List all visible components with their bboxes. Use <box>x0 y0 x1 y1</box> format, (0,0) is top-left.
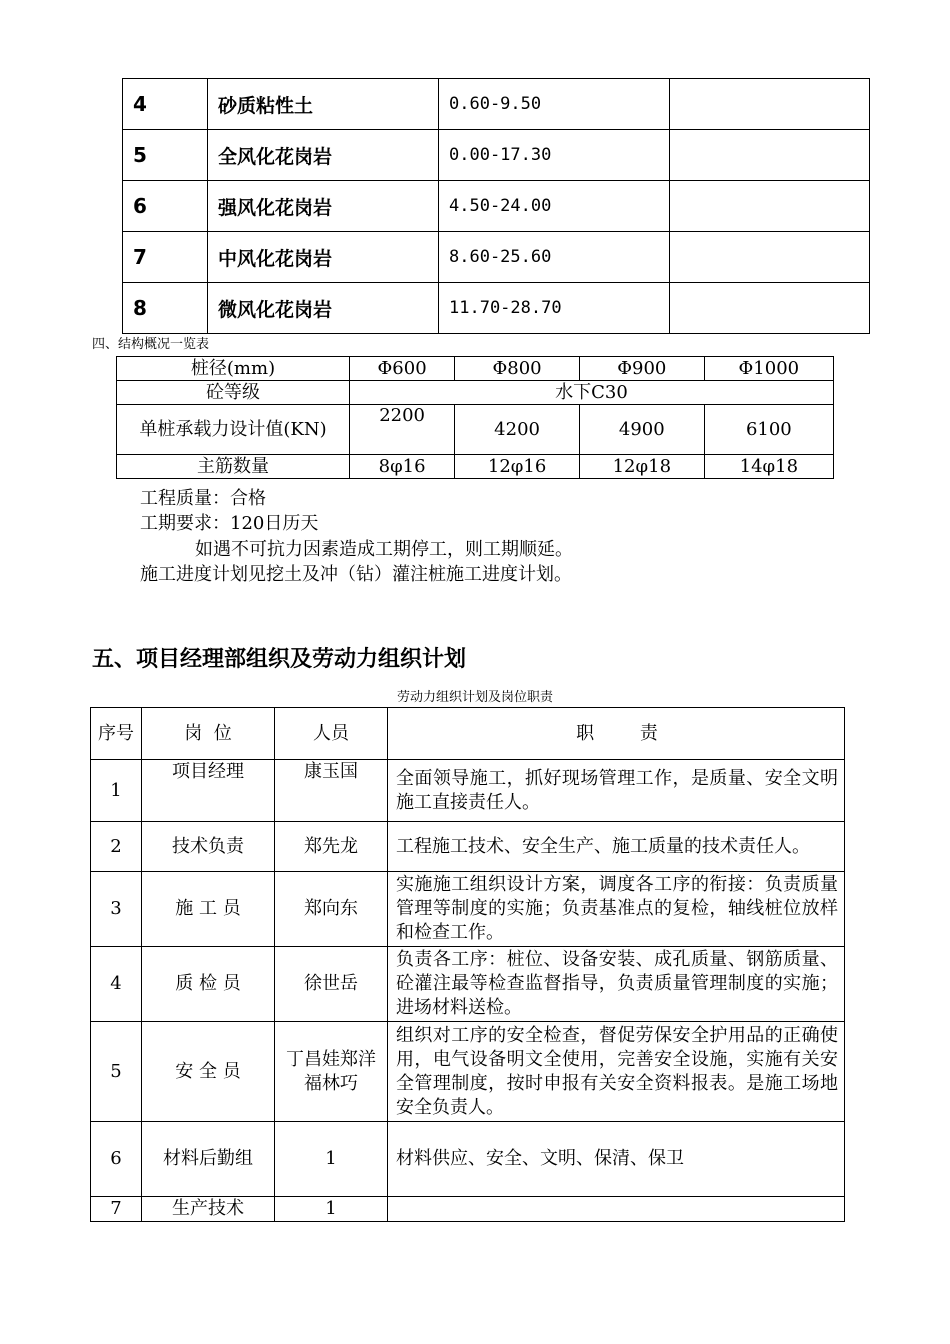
row-position: 生产技术 <box>142 1197 275 1222</box>
section-heading: 五、项目经理部组织及劳动力组织计划 <box>92 647 467 672</box>
row-duty <box>388 1197 845 1222</box>
rebar-cell: 12φ16 <box>455 455 580 479</box>
soil-depth: 0.00-17.30 <box>439 130 670 181</box>
row-people: 丁昌娃郑洋福林巧 <box>275 1022 388 1122</box>
force-majeure-text: 如遇不可抗力因素造成工期停工，则工期顺延。 <box>195 539 573 560</box>
row-position: 施 工 员 <box>142 872 275 947</box>
diameter-label: 桩径(mm) <box>117 357 350 381</box>
capacity-label: 单桩承载力设计值(KN) <box>117 405 350 455</box>
capacity-cell: 4200 <box>455 405 580 455</box>
diameter-cell: Φ800 <box>455 357 580 381</box>
soil-name: 中风化花岗岩 <box>208 232 439 283</box>
row-no: 2 <box>91 822 142 872</box>
soil-note <box>670 130 870 181</box>
soil-no: 4 <box>123 79 208 130</box>
soil-name: 强风化花岗岩 <box>208 181 439 232</box>
structure-table-caption: 四、结构概况一览表 <box>92 337 210 352</box>
table-row <box>91 822 845 872</box>
staff-duty-table <box>90 707 845 1222</box>
soil-note <box>670 283 870 334</box>
soil-name: 微风化花岗岩 <box>208 283 439 334</box>
row-duty: 全面领导施工，抓好现场管理工作，是质量、安全文明施工直接责任人。 <box>388 760 845 822</box>
row-no: 4 <box>91 947 142 1022</box>
table-row <box>123 283 870 334</box>
header-position: 岗 位 <box>142 708 275 760</box>
table-row <box>117 455 834 479</box>
capacity-cell: 6100 <box>704 405 833 455</box>
header-duty: 职 责 <box>388 708 845 760</box>
soil-depth: 0.60-9.50 <box>439 79 670 130</box>
concrete-value: 水下C30 <box>350 381 834 405</box>
table-row <box>91 760 845 822</box>
staff-table-caption: 劳动力组织计划及岗位职责 <box>396 690 553 705</box>
rebar-cell: 12φ18 <box>579 455 704 479</box>
row-duty: 负责各工序：桩位、设备安装、成孔质量、钢筋质量、砼灌注最等检查监督指导，负责质量管理制度的实施；进场材料送检。 <box>388 947 845 1022</box>
soil-depth: 11.70-28.70 <box>439 283 670 334</box>
row-position: 材料后勤组 <box>142 1122 275 1197</box>
duration-text: 工期要求：120日历天 <box>140 513 319 534</box>
capacity-cell: 4900 <box>579 405 704 455</box>
concrete-label: 砼等级 <box>117 381 350 405</box>
row-people: 徐世岳 <box>275 947 388 1022</box>
table-row <box>91 1122 845 1197</box>
row-people: 郑向东 <box>275 872 388 947</box>
row-people: 康玉国 <box>275 760 388 822</box>
table-row <box>91 872 845 947</box>
rebar-cell: 8φ16 <box>350 455 455 479</box>
row-people: 郑先龙 <box>275 822 388 872</box>
schedule-reference-text: 施工进度计划见挖土及冲（钻）灌注桩施工进度计划。 <box>140 564 572 585</box>
table-header-row <box>91 708 845 760</box>
capacity-cell: 2200 <box>350 405 455 455</box>
row-no: 7 <box>91 1197 142 1222</box>
soil-note <box>670 232 870 283</box>
row-no: 3 <box>91 872 142 947</box>
soil-depth: 8.60-25.60 <box>439 232 670 283</box>
row-no: 6 <box>91 1122 142 1197</box>
rebar-cell: 14φ18 <box>704 455 833 479</box>
soil-no: 7 <box>123 232 208 283</box>
soil-no: 8 <box>123 283 208 334</box>
soil-no: 5 <box>123 130 208 181</box>
row-duty: 组织对工序的安全检查，督促劳保安全护用品的正确使用，电气设备明文全使用，完善安全设施，实施有关安全管理制度，按时申报有关安全资料报表。是施工场地安全负责人。 <box>388 1022 845 1122</box>
quality-text: 工程质量：合格 <box>140 488 266 509</box>
table-row <box>117 405 834 455</box>
row-position: 质 检 员 <box>142 947 275 1022</box>
soil-no: 6 <box>123 181 208 232</box>
table-row <box>123 232 870 283</box>
table-row <box>123 130 870 181</box>
diameter-cell: Φ900 <box>579 357 704 381</box>
row-people: 1 <box>275 1197 388 1222</box>
soil-name: 砂质粘性土 <box>208 79 439 130</box>
header-people: 人员 <box>275 708 388 760</box>
table-row <box>91 947 845 1022</box>
soil-note <box>670 181 870 232</box>
table-row <box>117 381 834 405</box>
table-row <box>91 1197 845 1222</box>
row-people: 1 <box>275 1122 388 1197</box>
soil-name: 全风化花岗岩 <box>208 130 439 181</box>
row-position: 安 全 员 <box>142 1022 275 1122</box>
table-row <box>123 79 870 130</box>
table-row <box>91 1022 845 1122</box>
soil-depth: 4.50-24.00 <box>439 181 670 232</box>
structure-table <box>116 356 834 479</box>
soil-layer-table <box>122 78 870 334</box>
row-duty: 工程施工技术、安全生产、施工质量的技术责任人。 <box>388 822 845 872</box>
row-position: 项目经理 <box>142 760 275 822</box>
table-row <box>123 181 870 232</box>
diameter-cell: Φ1000 <box>704 357 833 381</box>
soil-note <box>670 79 870 130</box>
row-no: 1 <box>91 760 142 822</box>
rebar-label: 主筋数量 <box>117 455 350 479</box>
row-no: 5 <box>91 1022 142 1122</box>
table-row <box>117 357 834 381</box>
row-position: 技术负责 <box>142 822 275 872</box>
header-no: 序号 <box>91 708 142 760</box>
diameter-cell: Φ600 <box>350 357 455 381</box>
row-duty: 材料供应、安全、文明、保清、保卫 <box>388 1122 845 1197</box>
row-duty: 实施施工组织设计方案，调度各工序的衔接：负责质量管理等制度的实施；负责基准点的复检，轴线桩位放样和检查工作。 <box>388 872 845 947</box>
